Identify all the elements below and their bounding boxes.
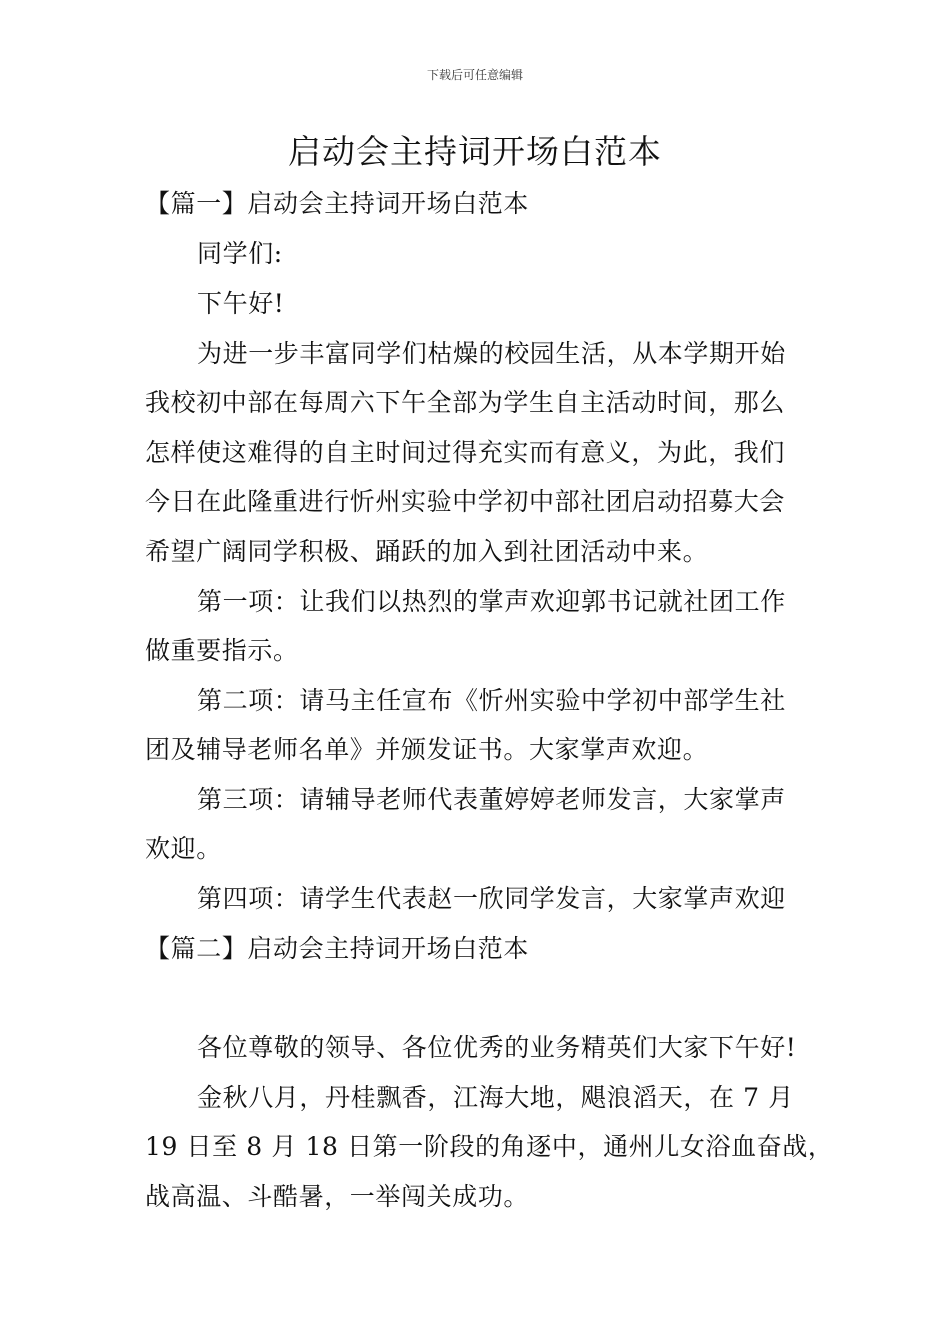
section2-para1-line: 金秋八月，丹桂飘香，江海大地，飓浪滔天，在 7 月 xyxy=(197,1083,794,1112)
section1-item3-line: 欢迎。 xyxy=(145,834,222,863)
section1-item4: 第四项：请学生代表赵一欣同学发言，大家掌声欢迎 xyxy=(197,884,786,913)
section1-para1-line: 怎样使这难得的自主时间过得充实而有意义，为此，我们 xyxy=(145,438,786,467)
section1-salute: 下午好! xyxy=(197,289,285,318)
section1-item2-line: 第二项：请马主任宣布《忻州实验中学初中部学生社 xyxy=(197,686,786,715)
section2-heading: 【篇二】启动会主持词开场白范本 xyxy=(145,934,530,963)
section2-para1-line: 19 日至 8 月 18 日第一阶段的角逐中，通州儿女浴血奋战， xyxy=(145,1132,834,1161)
section2-greeting: 各位尊敬的领导、各位优秀的业务精英们大家下午好! xyxy=(197,1033,797,1062)
section2-para1-line: 战高温、斗酷暑，一举闯关成功。 xyxy=(145,1182,530,1211)
section1-para1-line: 为进一步丰富同学们枯燥的校园生活，从本学期开始 xyxy=(197,339,786,368)
section1-para1-line: 今日在此隆重进行忻州实验中学初中部社团启动招募大会 xyxy=(145,487,786,516)
page-title: 启动会主持词开场白范本 xyxy=(288,132,662,171)
header-note: 下载后可任意编辑 xyxy=(426,68,523,82)
section1-greeting: 同学们: xyxy=(197,239,283,268)
section1-para1-line: 我校初中部在每周六下午全部为学生自主活动时间，那么 xyxy=(145,388,786,417)
section1-item3-line: 第三项：请辅导老师代表董婷婷老师发言，大家掌声 xyxy=(197,785,786,814)
section1-para1-line: 希望广阔同学积极、踊跃的加入到社团活动中来。 xyxy=(145,537,709,566)
section1-item1-line: 做重要指示。 xyxy=(145,636,299,665)
section1-item2-line: 团及辅导老师名单》并颁发证书。大家掌声欢迎。 xyxy=(145,735,709,764)
section1-item1-line: 第一项：让我们以热烈的掌声欢迎郭书记就社团工作 xyxy=(197,587,786,616)
section1-heading: 【篇一】启动会主持词开场白范本 xyxy=(145,189,530,218)
